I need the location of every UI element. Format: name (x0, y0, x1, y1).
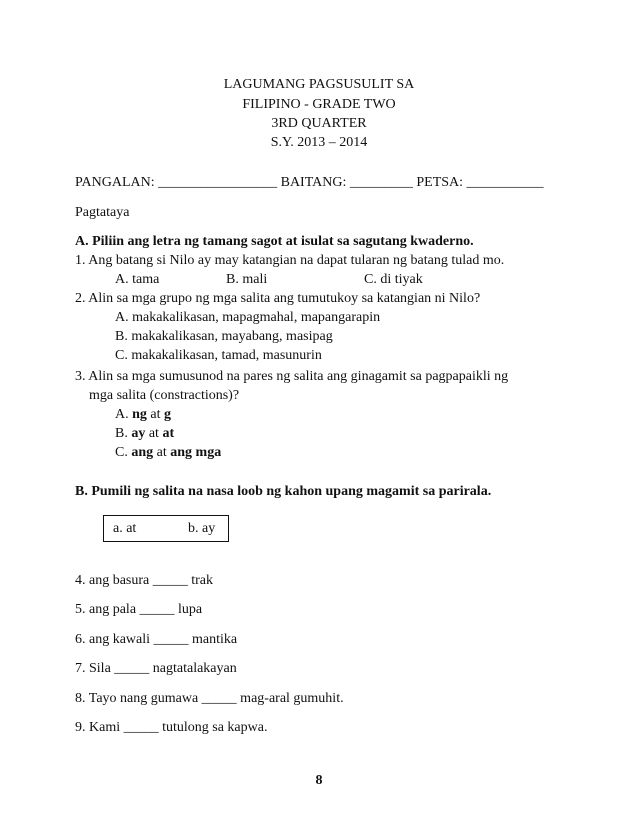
student-info-line: PANGALAN: _________________ BAITANG: _________ PETSA: ___________ (75, 175, 544, 190)
header-title-line1: LAGUMANG PAGSUSULIT SA (223, 77, 415, 92)
word-choice-box (103, 515, 229, 542)
option-letter: A. (115, 407, 133, 422)
question-3-text-line1: 3. Alin sa mga sumusunod na pares ng salita ang ginagamit sa pagpapaikli ng (75, 369, 509, 384)
option-word: ay (131, 426, 146, 441)
page-number: 8 (315, 773, 323, 788)
item-8: 8. Tayo nang gumawa _____ mag-aral gumuhit. (75, 691, 344, 706)
option-word: g (164, 407, 172, 422)
question-1-option-b: B. mali (226, 272, 268, 287)
header-school-year: S.Y. 2013 – 2014 (270, 135, 368, 150)
item-5: 5. ang pala _____ lupa (75, 602, 203, 617)
question-2-option-b: B. makakalikasan, mayabang, masipag (115, 329, 333, 344)
item-6: 6. ang kawali _____ mantika (75, 632, 238, 647)
option-word: at (162, 426, 175, 441)
question-3-option-a (115, 406, 171, 423)
option-word: ang (131, 445, 154, 460)
section-b-title: B. Pumili ng salita na nasa loob ng kahon upang magamit sa parirala. (75, 484, 492, 499)
question-3-text-line2: mga salita (constractions)? (89, 388, 240, 403)
item-7: 7. Sila _____ nagtatalakayan (75, 661, 237, 676)
option-word: ang mga (170, 445, 222, 460)
option-letter: B. (115, 426, 132, 441)
section-a-title: A. Piliin ang letra ng tamang sagot at isulat sa sagutang kwaderno. (75, 234, 474, 249)
item-9: 9. Kami _____ tutulong sa kapwa. (75, 720, 268, 735)
option-connector: at (145, 426, 163, 441)
question-2-text: 2. Alin sa mga grupo ng mga salita ang tumutukoy sa katangian ni Nilo? (75, 291, 481, 306)
question-3-option-b (115, 425, 174, 442)
header-quarter: 3RD QUARTER (271, 116, 367, 131)
word-choice-b: b. ay (188, 521, 216, 536)
option-connector: at (153, 445, 171, 460)
header-title-line2: FILIPINO - GRADE TWO (242, 97, 396, 112)
question-1-option-a: A. tama (115, 272, 160, 287)
option-connector: at (146, 407, 165, 422)
item-4: 4. ang basura _____ trak (75, 573, 214, 588)
question-2-option-c: C. makakalikasan, tamad, masunurin (115, 348, 322, 363)
assessment-label: Pagtataya (75, 205, 130, 220)
option-word: ng (132, 407, 147, 422)
word-choice-a: a. at (113, 521, 137, 536)
question-1-text: 1. Ang batang si Nilo ay may katangian na dapat tularan ng batang tulad mo. (75, 253, 505, 268)
question-2-option-a: A. makakalikasan, mapagmahal, mapangarapin (115, 310, 381, 325)
question-3-option-c (115, 444, 221, 461)
option-letter: C. (115, 445, 132, 460)
question-1-option-c: C. di tiyak (364, 272, 423, 287)
